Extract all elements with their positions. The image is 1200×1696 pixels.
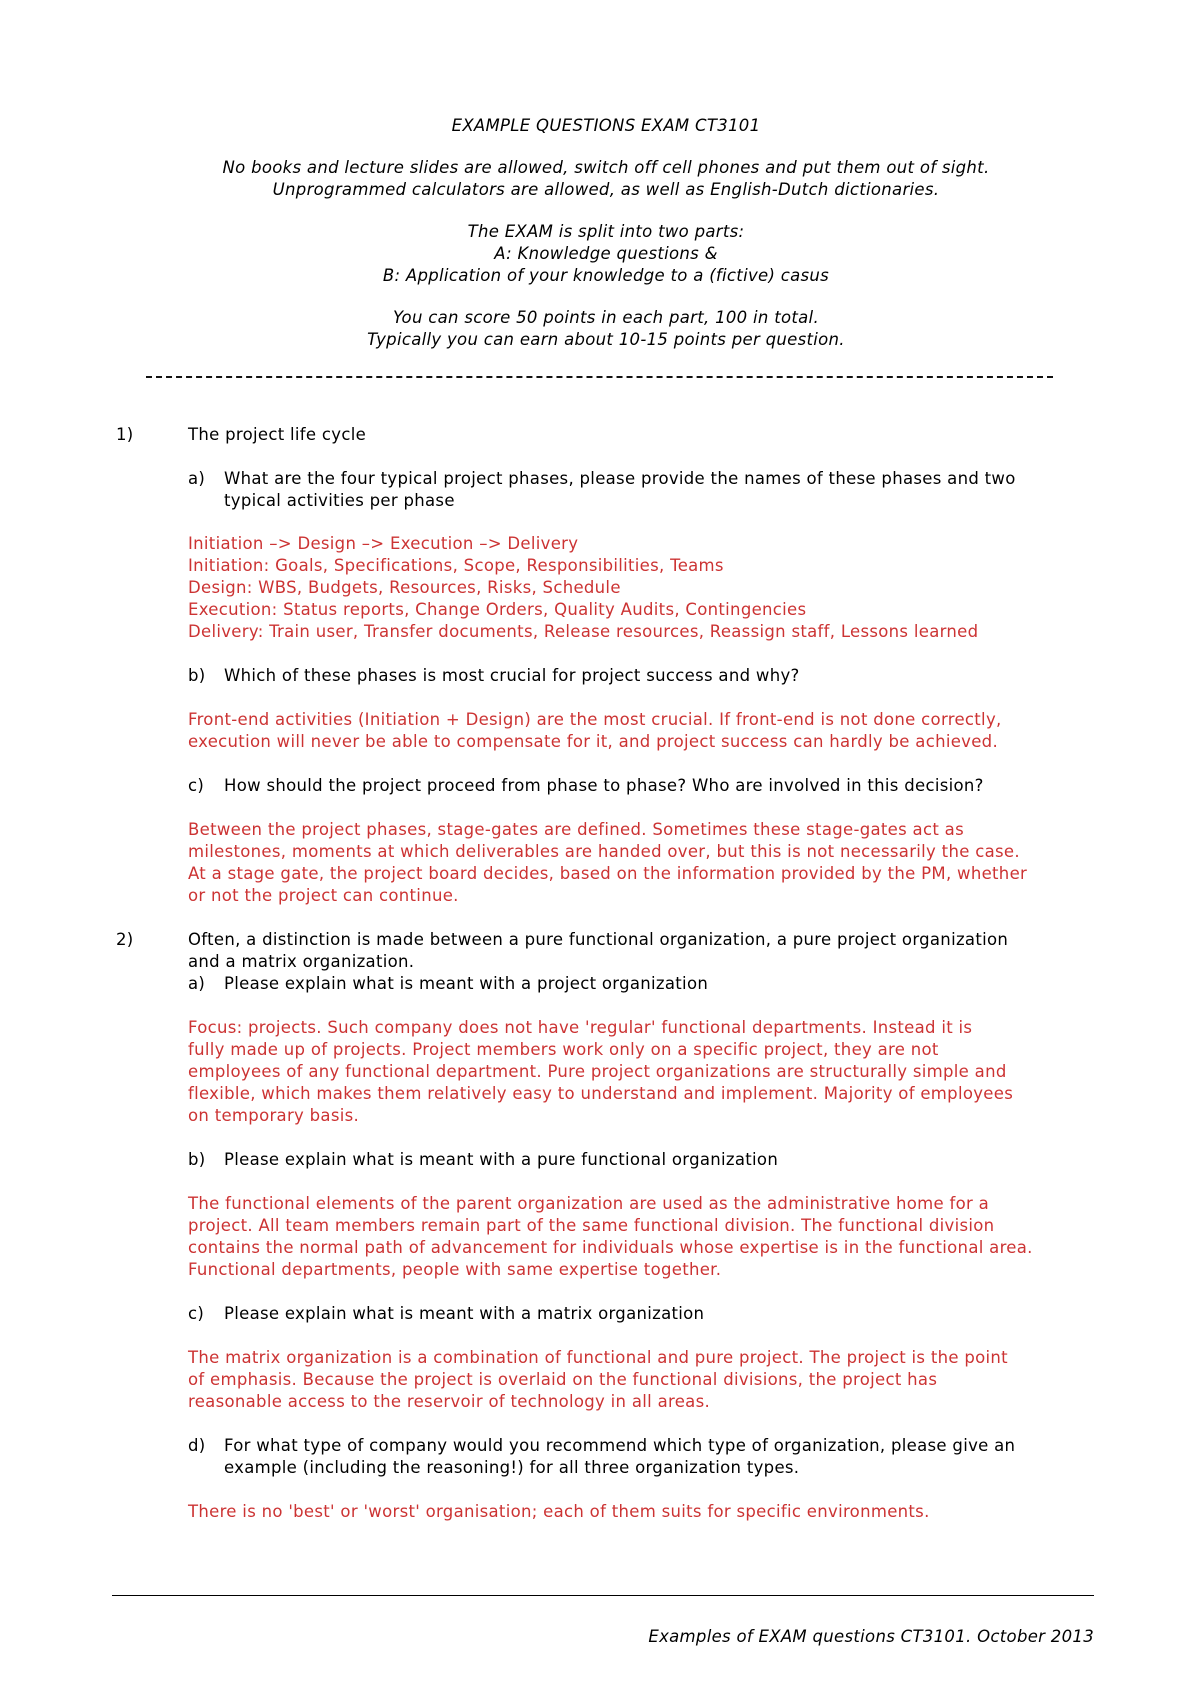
q1a-question-line-2: typical activities per phase (224, 491, 455, 510)
document-title: EXAMPLE QUESTIONS EXAM CT3101 (451, 116, 761, 135)
q2-number: 2) (116, 930, 134, 949)
q2-intro-line-1: Often, a distinction is made between a pure functional organization, a pure project organization (188, 930, 1009, 949)
q2-intro-line-2: and a matrix organization. (188, 952, 415, 971)
q2a-answer-line: on temporary basis. (188, 1106, 360, 1125)
q2b-label: b) (188, 1150, 206, 1169)
q1-number: 1) (116, 425, 134, 444)
footer-text: Examples of EXAM questions CT3101. October 2013 (648, 1627, 1094, 1646)
q1c-answer-line: At a stage gate, the project board decides, based on the information provided by the PM, whether (188, 864, 1028, 883)
q2c-answer-line: reasonable access to the reservoir of technology in all areas. (188, 1392, 711, 1411)
q2d-answer-line: There is no 'best' or 'worst' organisation; each of them suits for specific environments. (188, 1502, 930, 1521)
q1a-answer-line: Initiation –> Design –> Execution –> Delivery (188, 534, 579, 553)
q1a-label: a) (188, 469, 206, 488)
q1b-label: b) (188, 666, 206, 685)
q2b-answer-line: contains the normal path of advancement for individuals whose expertise is in the functional area. (188, 1238, 1033, 1257)
q2a-answer-line: flexible, which makes them relatively easy to understand and implement. Majority of employees (188, 1084, 1014, 1103)
q2a-question: Please explain what is meant with a project organization (224, 974, 709, 993)
q2b-answer-line: project. All team members remain part of the same functional division. The functional division (188, 1216, 995, 1235)
q1a-answer-line: Execution: Status reports, Change Orders, Quality Audits, Contingencies (188, 600, 807, 619)
rules-line-2: Unprogrammed calculators are allowed, as well as English-Dutch dictionaries. (272, 180, 940, 199)
rules-line-1: No books and lecture slides are allowed, switch off cell phones and put them out of sight. (222, 158, 990, 177)
q1a-answer-line: Delivery: Train user, Transfer documents, Release resources, Reassign staff, Lessons learned (188, 622, 979, 641)
q1a-answer-line: Design: WBS, Budgets, Resources, Risks, Schedule (188, 578, 621, 597)
q2c-label: c) (188, 1304, 205, 1323)
q2d-label: d) (188, 1436, 206, 1455)
q1c-question: How should the project proceed from phase to phase? Who are involved in this decision? (224, 776, 984, 795)
q2c-question: Please explain what is meant with a matrix organization (224, 1304, 705, 1323)
q1c-answer-line: milestones, moments at which deliverables are handed over, but this is not necessarily the case. (188, 842, 1020, 861)
split-line: The EXAM is split into two parts: (467, 222, 745, 241)
q2a-answer-line: fully made up of projects. Project members work only on a specific project, they are not (188, 1040, 939, 1059)
q1c-label: c) (188, 776, 205, 795)
score-line-1: You can score 50 points in each part, 100 in total. (392, 308, 819, 327)
q1b-answer-line: execution will never be able to compensate for it, and project success can hardly be achieved. (188, 732, 998, 751)
q2c-answer-line: The matrix organization is a combination of functional and pure project. The project is the point (188, 1348, 1008, 1367)
q1b-question: Which of these phases is most crucial for project success and why? (224, 666, 800, 685)
q1a-question-line-1: What are the four typical project phases, please provide the names of these phases and two (224, 469, 1016, 488)
header-dashed-divider (146, 376, 1053, 378)
q2a-answer-line: employees of any functional department. Pure project organizations are structurally simple and (188, 1062, 1007, 1081)
q2b-question: Please explain what is meant with a pure functional organization (224, 1150, 779, 1169)
footer-divider (112, 1595, 1094, 1596)
q2d-question-line-1: For what type of company would you recommend which type of organization, please give an (224, 1436, 1016, 1455)
part-b-line: B: Application of your knowledge to a (fictive) casus (382, 266, 830, 285)
part-a-line: A: Knowledge questions & (494, 244, 718, 263)
q2c-answer-line: of emphasis. Because the project is overlaid on the functional divisions, the project has (188, 1370, 938, 1389)
q2a-answer-line: Focus: projects. Such company does not have 'regular' functional departments. Instead it is (188, 1018, 973, 1037)
q1c-answer-line: Between the project phases, stage-gates are defined. Sometimes these stage-gates act as (188, 820, 964, 839)
q1a-answer-line: Initiation: Goals, Specifications, Scope, Responsibilities, Teams (188, 556, 724, 575)
q2b-answer-line: The functional elements of the parent organization are used as the administrative home for a (188, 1194, 990, 1213)
score-line-2: Typically you can earn about 10-15 points per question. (367, 330, 845, 349)
q2b-answer-line: Functional departments, people with same expertise together. (188, 1260, 722, 1279)
q2d-question-line-2: example (including the reasoning!) for all three organization types. (224, 1458, 800, 1477)
q1b-answer-line: Front-end activities (Initiation + Design) are the most crucial. If front-end is not done correctly, (188, 710, 1002, 729)
q2a-label: a) (188, 974, 206, 993)
q1c-answer-line: or not the project can continue. (188, 886, 459, 905)
q1-title: The project life cycle (188, 425, 367, 444)
